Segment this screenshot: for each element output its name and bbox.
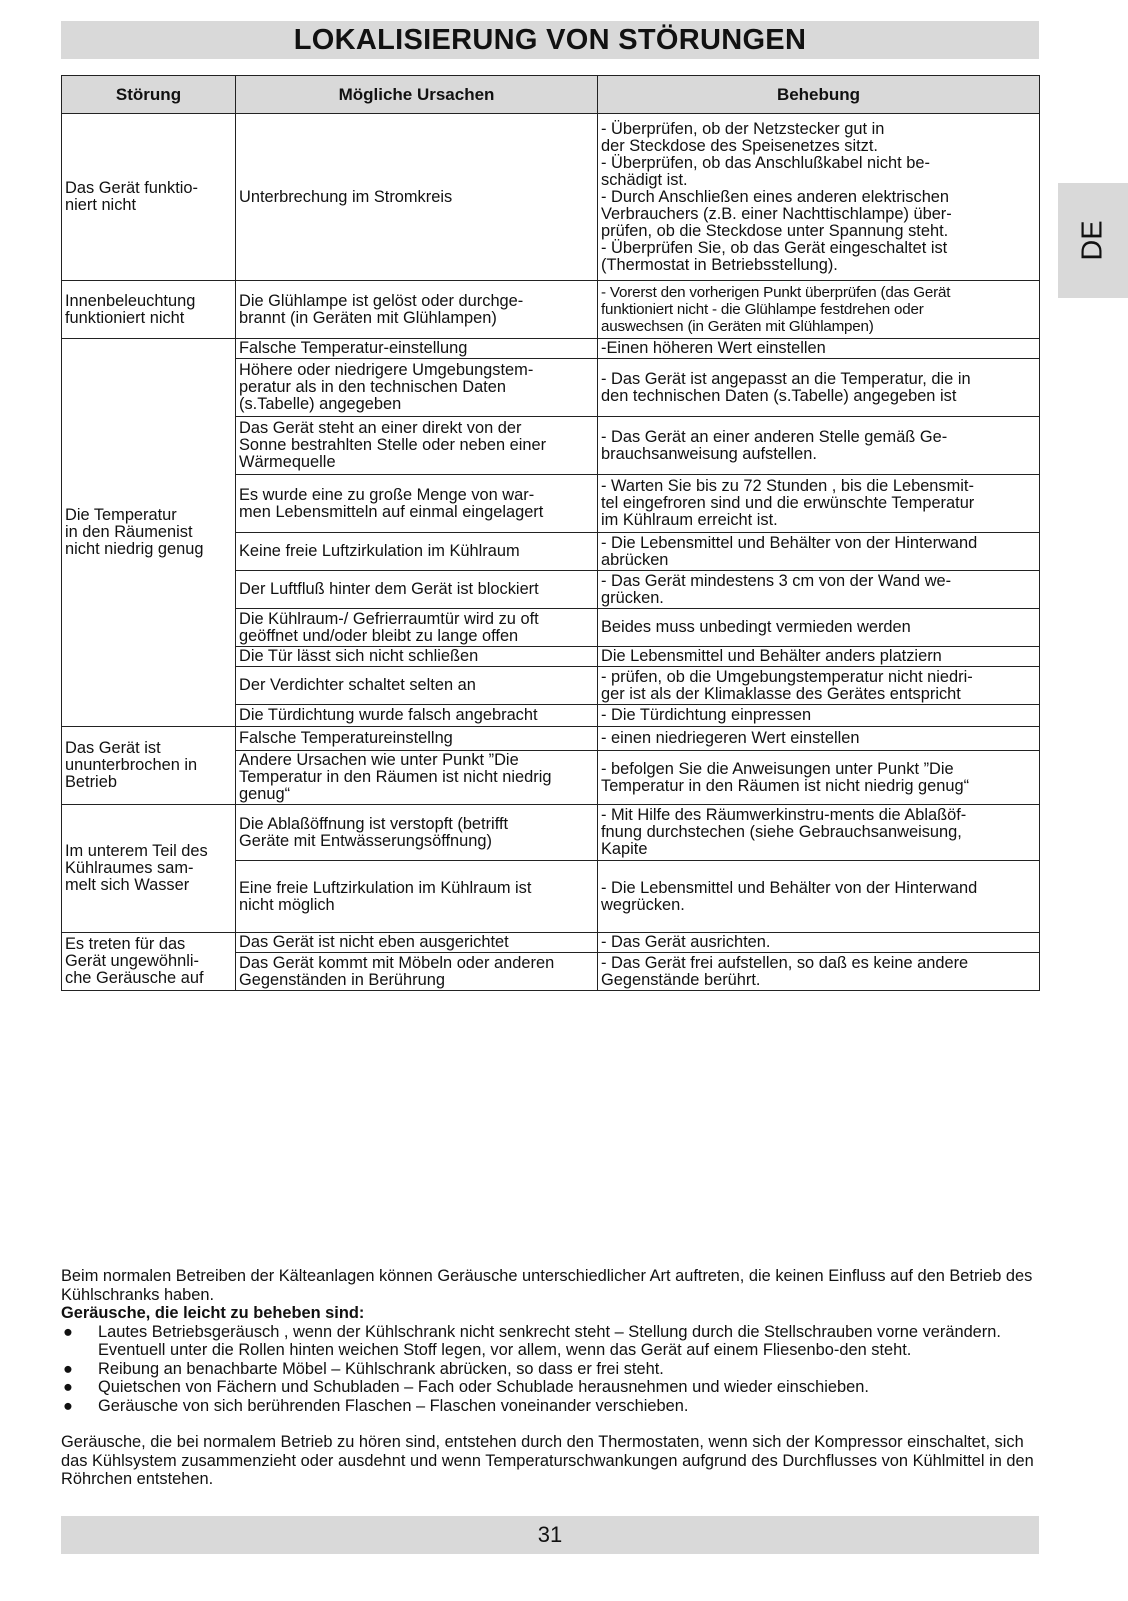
fix-cell: - Warten Sie bis zu 72 Stunden , bis die Lebensmit- tel eingefroren sind und die erwünschte Temperatur im Kühlraum erreicht ist.: [598, 475, 1040, 533]
cause-cell: Falsche Temperatureinstellng: [236, 727, 598, 751]
cause-cell: Keine freie Luftzirkulation im Kühlraum: [236, 533, 598, 571]
fix-cell: - einen niedriegeren Wert einstellen: [598, 727, 1040, 751]
cause-cell: Höhere oder niedrigere Umgebungstem- peratur als in den technischen Daten (s.Tabelle) angegeben: [236, 359, 598, 417]
fix-cell: - Das Gerät frei aufstellen, so daß es keine andere Gegenstände berührt.: [598, 953, 1040, 991]
table-row: [62, 933, 1040, 953]
table-row: [62, 114, 1040, 281]
fix-cell: - Überprüfen, ob der Netzstecker gut in der Steckdose des Speisenetzes sitzt. - Überprüfen, ob das Anschlußkabel nicht be- schädigt ist. - Durch Anschließen eines anderen elektrischen Verbrauchers (z.B. einer Nachttischlampe) über- prüfen, ob die Steckdose unter Spannung steht. - Überprüfen Sie, ob das Gerät eingeschaltet ist (Thermostat in Betriebsstellung).: [598, 114, 1040, 281]
cause-cell: Die Ablaßöffnung ist verstopft (betrifft Geräte mit Entwässerungsöffnung): [236, 805, 598, 861]
page-number: 31: [537, 1522, 563, 1547]
list-item: ● Geräusche von sich berührenden Flaschen – Flaschen voneinander verschieben.: [63, 1396, 689, 1415]
fix-cell: - Mit Hilfe des Räumwerkinstru-ments die Ablaßöf- fnung durchstechen (siehe Gebrauchsanweisung, Kapite: [598, 805, 1040, 861]
footer-bar: [61, 1516, 1039, 1554]
symptom-cell: Innenbeleuchtung funktioniert nicht: [62, 281, 236, 339]
noise-intro: Beim normalen Betreiben der Kälteanlagen können Geräusche unterschiedlicher Art auftreten, die keinen Einfluss auf den Betrieb des Kühlschranks haben.: [61, 1267, 1033, 1304]
fix-cell: - Das Gerät mindestens 3 cm von der Wand we- grücken.: [598, 571, 1040, 609]
symptom-cell: Es treten für das Gerät ungewöhnli- che Geräusche auf: [62, 933, 236, 991]
language-label: DE: [1076, 220, 1109, 261]
symptom-cell: Die Temperatur in den Räumenist nicht niedrig genug: [62, 339, 236, 727]
noise-heading: Geräusche, die leicht zu beheben sind:: [61, 1304, 365, 1322]
bullet-icon: ●: [63, 1396, 73, 1415]
page-title: LOKALISIERUNG VON STÖRUNGEN: [293, 23, 807, 56]
cause-cell: Eine freie Luftzirkulation im Kühlraum ist nicht möglich: [236, 861, 598, 933]
list-item: ● Quietschen von Fächern und Schubladen – Fach oder Schublade herausnehmen und wieder einschieben.: [63, 1378, 869, 1396]
table-header-row: [62, 76, 1040, 114]
table-body: [62, 114, 1040, 991]
symptom-cell: Das Gerät funktio- niert nicht: [62, 114, 236, 281]
symptom-cell: Im unterem Teil des Kühlraumes sam- melt sich Wasser: [62, 805, 236, 933]
bullet-icon: ●: [63, 1322, 73, 1341]
cause-cell: Das Gerät ist nicht eben ausgerichtet: [236, 933, 598, 953]
list-item: ● Lautes Betriebsgeräusch , wenn der Kühlschrank nicht senkrecht steht – Stellung durch die Stellschrauben vorne verändern. Eventuell unter die Rollen hinten weichen Stoff legen, vor allem, wenn das Gerät auf einem Fliesenbo-den steht.: [63, 1322, 1001, 1359]
fix-cell: - Die Türdichtung einpressen: [598, 705, 1040, 727]
fix-cell: Beides muss unbedingt vermieden werden: [598, 609, 1040, 647]
cause-cell: Die Türdichtung wurde falsch angebracht: [236, 705, 598, 727]
bullet-icon: ●: [63, 1359, 73, 1378]
table-row: [62, 727, 1040, 751]
fix-cell: - Die Lebensmittel und Behälter von der Hinterwand wegrücken.: [598, 861, 1040, 933]
cause-cell: Falsche Temperatur-einstellung: [236, 339, 598, 359]
troubleshooting-table: [61, 75, 1040, 991]
cause-cell: Das Gerät steht an einer direkt von der Sonne bestrahlten Stelle oder neben einer Wärmequelle: [236, 417, 598, 475]
cause-cell: Die Kühlraum-/ Gefrierraumtür wird zu oft geöffnet und/oder bleibt zu lange offen: [236, 609, 598, 647]
symptom-cell: Das Gerät ist ununterbrochen in Betrieb: [62, 727, 236, 805]
cause-cell: Das Gerät kommt mit Möbeln oder anderen Gegenständen in Berührung: [236, 953, 598, 991]
fix-cell: Die Lebensmittel und Behälter anders platziern: [598, 647, 1040, 667]
fix-cell: - Das Gerät an einer anderen Stelle gemäß Ge- brauchsanweisung aufstellen.: [598, 417, 1040, 475]
fix-cell: - Das Gerät ausrichten.: [598, 933, 1040, 953]
cause-cell: Die Glühlampe ist gelöst oder durchge- brannt (in Geräten mit Glühlampen): [236, 281, 598, 339]
fix-cell: - prüfen, ob die Umgebungstemperatur nicht niedri- ger ist als der Klimaklasse des Gerätes entspricht: [598, 667, 1040, 705]
list-item: ● Reibung an benachbarte Möbel – Kühlschrank abrücken, so dass er frei steht.: [63, 1359, 664, 1378]
title-bar: [61, 21, 1039, 59]
fix-cell: - befolgen Sie die Anweisungen unter Punkt ”Die Temperatur in den Räumen ist nicht niedrig genug“: [598, 751, 1040, 805]
fix-cell: -Einen höheren Wert einstellen: [598, 339, 1040, 359]
cause-cell: Unterbrechung im Stromkreis: [236, 114, 598, 281]
noise-closing: Geräusche, die bei normalem Betrieb zu hören sind, entstehen durch den Thermostaten, wenn sich der Kompressor einschaltet, sich das Kühlsystem zusammenzieht oder ausdehnt und wenn Temperaturschwankungen aufgrund des Durchflusses von Kühlmittel in den Röhrchen entstehen.: [61, 1433, 1034, 1488]
bullet-icon: ●: [63, 1378, 73, 1396]
header-ursachen: Mögliche Ursachen: [236, 76, 598, 114]
language-tab: [1058, 183, 1128, 298]
noise-section: [61, 1267, 1046, 1489]
table-row: [62, 339, 1040, 359]
fix-cell: - Vorerst den vorherigen Punkt überprüfen (das Gerät funktioniert nicht - die Glühlampe festdrehen oder auswechsen (in Geräten mit Glühlampen): [598, 281, 1040, 339]
noise-list: [61, 1323, 1046, 1416]
fix-cell: - Das Gerät ist angepasst an die Temperatur, die in den technischen Daten (s.Tabelle) angegeben ist: [598, 359, 1040, 417]
table-row: [62, 805, 1040, 861]
cause-cell: Der Verdichter schaltet selten an: [236, 667, 598, 705]
cause-cell: Andere Ursachen wie unter Punkt ”Die Temperatur in den Räumen ist nicht niedrig genug“: [236, 751, 598, 805]
cause-cell: Die Tür lässt sich nicht schließen: [236, 647, 598, 667]
cause-cell: Der Luftfluß hinter dem Gerät ist blockiert: [236, 571, 598, 609]
table-row: [62, 281, 1040, 339]
header-behebung: Behebung: [598, 76, 1040, 114]
fix-cell: - Die Lebensmittel und Behälter von der Hinterwand abrücken: [598, 533, 1040, 571]
cause-cell: Es wurde eine zu große Menge von war- men Lebensmitteln auf einmal eingelagert: [236, 475, 598, 533]
header-stoerung: Störung: [62, 76, 236, 114]
